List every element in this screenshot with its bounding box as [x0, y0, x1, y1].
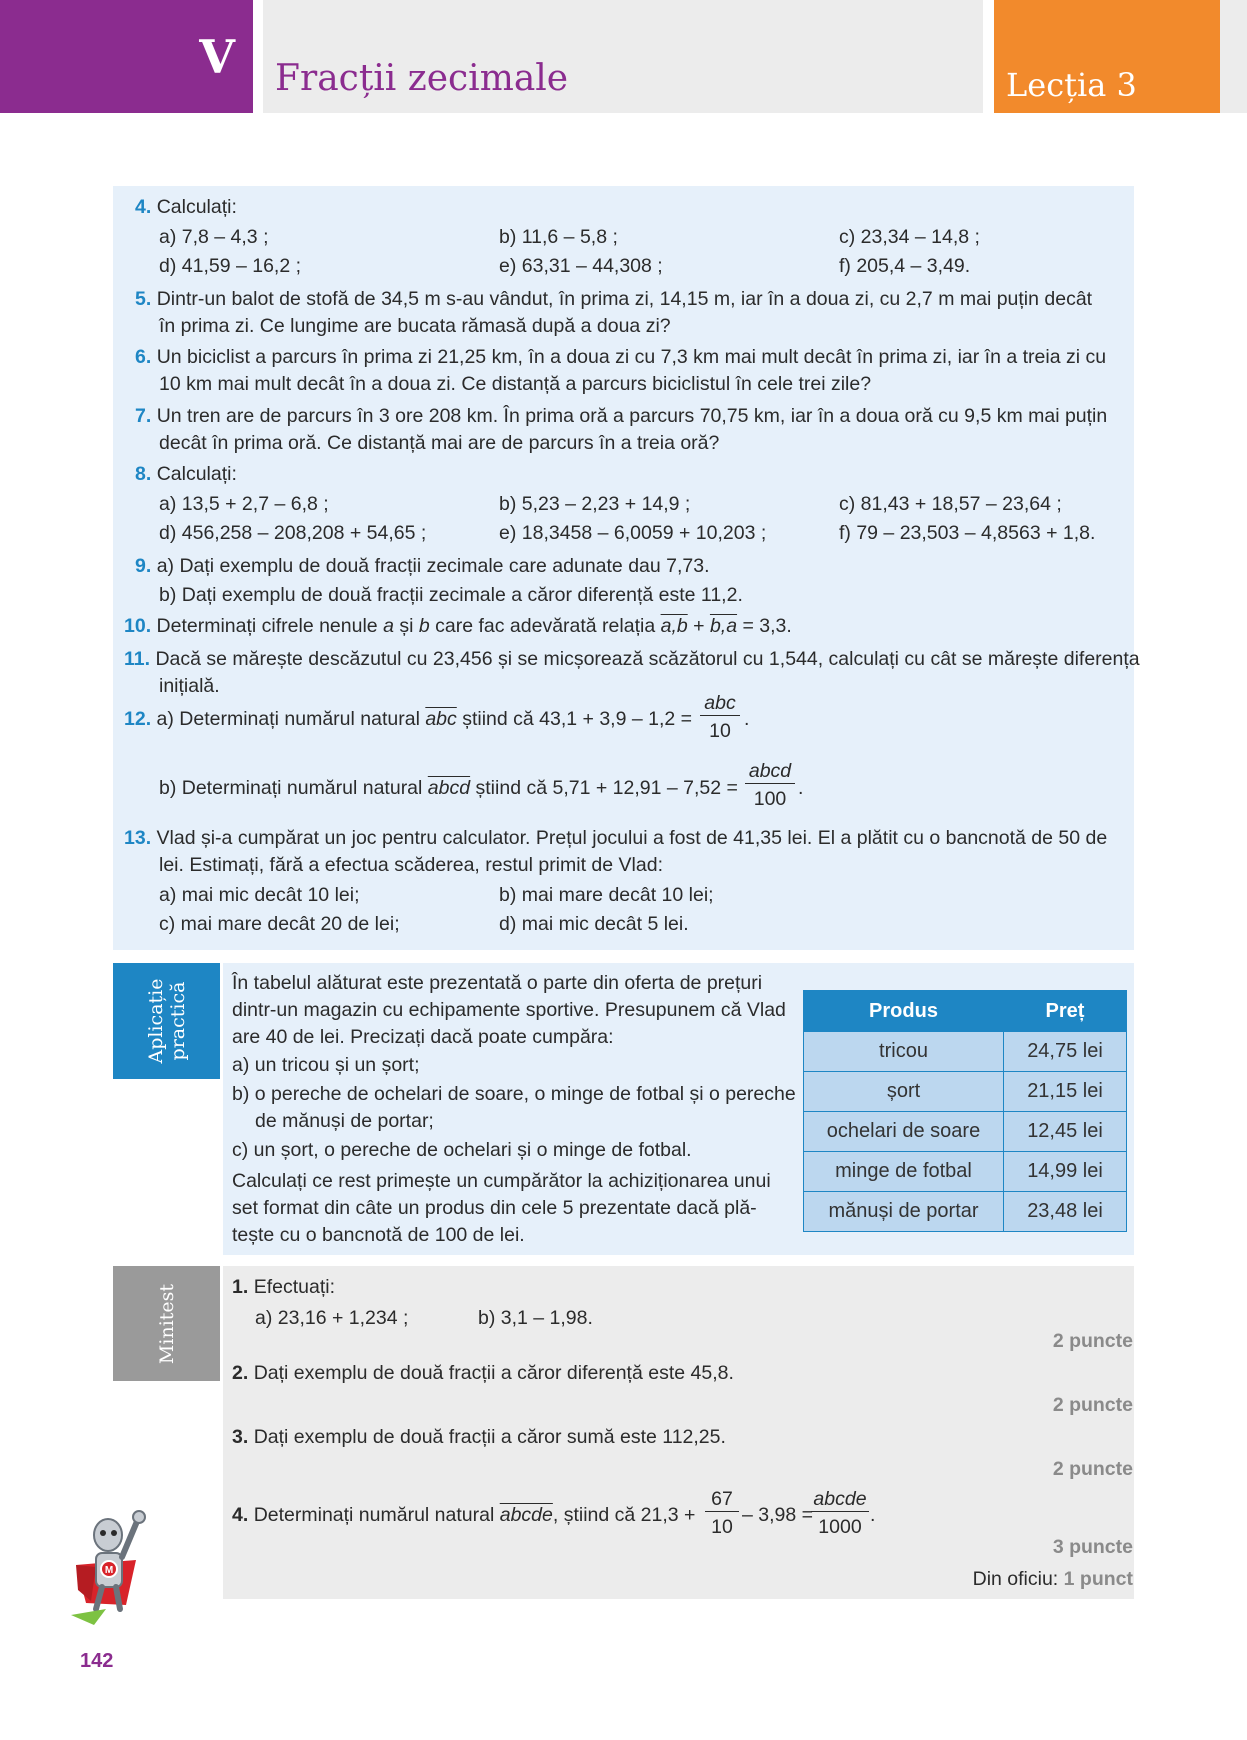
chapter-badge: [0, 0, 253, 113]
ap-p2: set format din câte un produs din cele 5 prezentate dacă plă-: [232, 1197, 757, 1219]
mt-q2-number: 2.: [232, 1362, 249, 1384]
table-row: [804, 1072, 1127, 1112]
ex7-number: 7.: [135, 405, 152, 427]
ex4-d: d) 41,59 – 16,2 ;: [159, 255, 302, 277]
mt-q4-expr2: – 3,98 =: [742, 1504, 814, 1526]
fraction-abcde-1000: [811, 1488, 869, 1539]
ex4-text: Calculați:: [156, 196, 237, 218]
header-end-strip: [1220, 0, 1247, 113]
practical-application-tab: [113, 963, 220, 1079]
mt-q4-points: 3 puncte: [1052, 1536, 1133, 1558]
ex10-text: Determinați cifrele nenule: [156, 615, 384, 637]
tab-line-2: practică: [166, 981, 189, 1061]
ex12-a-expr: știind că 43,1 + 3,9 – 1,2 =: [462, 708, 693, 730]
ex12-a: [124, 708, 692, 730]
oficiu-points: 1 punct: [1063, 1568, 1133, 1590]
mt-q3: [232, 1426, 726, 1448]
minitest-label: Minitest: [155, 1283, 178, 1364]
var-a: a: [383, 615, 394, 637]
mt-q3-points: 2 puncte: [1052, 1458, 1133, 1480]
fraction-numerator: abcde: [811, 1488, 869, 1512]
table-header-row: [804, 991, 1127, 1032]
ex12-b: [159, 777, 738, 799]
ex12-number: 12.: [124, 708, 152, 730]
ex8-title: [135, 463, 237, 485]
ex8-b: b) 5,23 – 2,23 + 14,9 ;: [499, 493, 691, 515]
chapter-title: Fracții zecimale: [275, 58, 569, 99]
product-cell: șort: [804, 1072, 1004, 1112]
ex8-c: c) 81,43 + 18,57 – 23,64 ;: [839, 493, 1062, 515]
ex10: [124, 615, 792, 637]
ex8-f: f) 79 – 23,503 – 4,8563 + 1,8.: [839, 522, 1096, 544]
table-row: [804, 1112, 1127, 1152]
overline-ba: b,a: [709, 615, 738, 637]
ex13-number: 13.: [124, 827, 152, 849]
lesson-label: Lecția 3: [1006, 66, 1137, 104]
ap-c: c) un șort, o pereche de ochelari și o minge de fotbal.: [232, 1139, 692, 1161]
fraction-67-10: [705, 1488, 739, 1539]
mt-q1: [232, 1276, 335, 1298]
ex4-number: 4.: [135, 196, 152, 218]
fraction-denominator: 1000: [818, 1516, 862, 1538]
page-number: 142: [80, 1650, 114, 1672]
ex6-number: 6.: [135, 346, 152, 368]
price-cell: 23,48 lei: [1004, 1192, 1127, 1232]
ex4-b: b) 11,6 – 5,8 ;: [499, 226, 618, 248]
ap-p3: tește cu o bancnotă de 100 de lei.: [232, 1224, 525, 1246]
ap-p1: Calculați ce rest primește un cumpărător la achiziționarea unui: [232, 1170, 771, 1192]
ex6-line2: 10 km mai mult decât în a doua zi. Ce distanță a parcurs biciclistul în cele trei zile?: [159, 373, 872, 395]
minitest-tab: [113, 1266, 220, 1381]
ex5-line1: [135, 288, 1092, 310]
ex4-f: f) 205,4 – 3,49.: [839, 255, 971, 277]
ex13-d: d) mai mic decât 5 lei.: [499, 913, 689, 935]
fraction-denominator: 10: [711, 1516, 733, 1538]
ex13-b: b) mai mare decât 10 lei;: [499, 884, 714, 906]
overline-ab: a,b: [660, 615, 688, 637]
ex10-number: 10.: [124, 615, 152, 637]
ex8-number: 8.: [135, 463, 152, 485]
tab-line-1: Aplicație: [144, 978, 167, 1064]
ex7-text: Un tren are de parcurs în 3 ore 208 km. În prima oră a parcurs 70,75 km, iar în a doua oră cu 9,5 km mai puțin: [156, 405, 1108, 427]
ex10-mid: care fac adevărată relația: [429, 615, 661, 637]
fraction-numerator: abcd: [745, 760, 795, 784]
ex7-line2: decât în prima oră. Ce distanță mai are de parcurs în a treia oră?: [159, 432, 720, 454]
ex10-plus: +: [687, 615, 710, 637]
fraction-numerator: 67: [705, 1488, 739, 1512]
ex4-e: e) 63,31 – 44,308 ;: [499, 255, 663, 277]
ex8-e: e) 18,3458 – 6,0059 + 10,203 ;: [499, 522, 767, 544]
ex5-line2: în prima zi. Ce lungime are bucata rămasă după a doua zi?: [159, 315, 671, 337]
ex11-line1: [124, 648, 1140, 670]
product-cell: tricou: [804, 1032, 1004, 1072]
ex7-line1: [135, 405, 1107, 427]
mt-q1a: a) 23,16 + 1,234 ;: [255, 1307, 409, 1329]
mascot-icon: [66, 1505, 156, 1625]
fraction-abcd-100: [745, 760, 795, 811]
price-cell: 12,45 lei: [1004, 1112, 1127, 1152]
mt-q1-text: Efectuați:: [253, 1276, 335, 1298]
mt-q1b: b) 3,1 – 1,98.: [478, 1307, 593, 1329]
ex8-text: Calculați:: [156, 463, 237, 485]
fraction-abc-10: [700, 692, 740, 743]
ex5-number: 5.: [135, 288, 152, 310]
fraction-denominator: 100: [753, 788, 787, 810]
price-cell: 21,15 lei: [1004, 1072, 1127, 1112]
mt-q2-points: 2 puncte: [1052, 1394, 1133, 1416]
ex12-a-text: a) Determinați numărul natural: [156, 708, 426, 730]
mt-q1-points: 2 puncte: [1052, 1330, 1133, 1352]
ex4-a: a) 7,8 – 4,3 ;: [159, 226, 269, 248]
chapter-title-bar: [263, 0, 983, 113]
overline-abc: $\overline{abc}$: [425, 708, 457, 730]
mt-q4-expr: , știind că 21,3 +: [552, 1504, 696, 1526]
mt-q2-text: Dați exemplu de două fracții a căror diferență este 45,8.: [253, 1362, 734, 1384]
ex11-number: 11.: [124, 648, 151, 670]
overline-abcd: abcd: [427, 777, 471, 799]
chapter-number: V: [199, 29, 235, 84]
practical-application-label: [145, 979, 189, 1064]
ex9-a: [135, 555, 710, 577]
mt-q4-text: Determinați numărul natural: [253, 1504, 500, 1526]
mt-q1-number: 1.: [232, 1276, 249, 1298]
overline-abcde: abcde: [499, 1504, 553, 1526]
ex13-line2: lei. Estimați, fără a efectua scăderea, restul primit de Vlad:: [159, 854, 663, 876]
ex4-c: c) 23,34 – 14,8 ;: [839, 226, 980, 248]
ex13-c: c) mai mare decât 20 de lei;: [159, 913, 400, 935]
price-cell: 14,99 lei: [1004, 1152, 1127, 1192]
product-cell: ochelari de soare: [804, 1112, 1004, 1152]
table-row: [804, 1192, 1127, 1232]
ex9-b: b) Dați exemplu de două fracții zecimale a căror diferență este 11,2.: [159, 584, 743, 606]
ex8-d: d) 456,258 – 208,208 + 54,65 ;: [159, 522, 427, 544]
table-row: [804, 1032, 1127, 1072]
ex10-post: = 3,3.: [737, 615, 792, 637]
fraction-denominator: 10: [709, 720, 731, 742]
mt-q3-number: 3.: [232, 1426, 249, 1448]
ex13-line1: [124, 827, 1107, 849]
ex10-and: și: [393, 615, 419, 637]
ex11-text: Dacă se mărește descăzutul cu 23,456 și se micșorează scăzătorul cu 1,544, calculați cu cât se mărește diferența: [155, 648, 1140, 670]
price-cell: 24,75 lei: [1004, 1032, 1127, 1072]
svg-text:M: M: [104, 1565, 114, 1576]
ap-b2: de mănuși de portar;: [255, 1110, 434, 1132]
price-table: [803, 990, 1127, 1232]
var-b: b: [418, 615, 430, 637]
mt-q2: [232, 1362, 734, 1384]
ap-line2: dintr-un magazin cu echipamente sportive. Presupunem că Vlad: [232, 999, 786, 1021]
ex6-line1: [135, 346, 1106, 368]
ex12-b-end: .: [798, 777, 804, 799]
ex6-text: Un biciclist a parcurs în prima zi 21,25 km, în a doua zi cu 7,3 km mai mult decât în prima zi, iar în a treia zi cu: [156, 346, 1107, 368]
ex12-a-end: .: [744, 708, 750, 730]
oficiu-label: Din oficiu:: [972, 1568, 1064, 1590]
ex4-title: [135, 196, 237, 218]
lesson-badge: [994, 0, 1220, 113]
column-header-price: Preț: [1004, 991, 1127, 1032]
ex9-number: 9.: [135, 555, 152, 577]
ex12-b-expr: știind că 5,71 + 12,91 – 7,52 =: [475, 777, 738, 799]
ex12-b-text: b) Determinați numărul natural: [159, 777, 428, 799]
mt-q4-number: 4.: [232, 1504, 249, 1526]
ex8-a: a) 13,5 + 2,7 – 6,8 ;: [159, 493, 329, 515]
column-header-product: Produs: [804, 991, 1004, 1032]
ap-line3: are 40 de lei. Precizați dacă poate cumpăra:: [232, 1026, 614, 1048]
product-cell: minge de fotbal: [804, 1152, 1004, 1192]
ex11-line2: inițială.: [159, 675, 220, 697]
mt-oficiu: [973, 1568, 1133, 1591]
product-cell: mănuși de portar: [804, 1192, 1004, 1232]
table-row: [804, 1152, 1127, 1192]
ex9-a-text: a) Dați exemplu de două fracții zecimale care adunate dau 7,73.: [156, 555, 710, 577]
mt-q4-end: .: [870, 1504, 876, 1526]
ex13-a: a) mai mic decât 10 lei;: [159, 884, 360, 906]
fraction-numerator: abc: [700, 692, 740, 716]
mt-q4: [232, 1504, 695, 1526]
mt-q3-text: Dați exemplu de două fracții a căror sumă este 112,25.: [253, 1426, 726, 1448]
ap-b1: b) o pereche de ochelari de soare, o minge de fotbal și o pereche: [232, 1083, 796, 1105]
ap-line1: În tabelul alăturat este prezentată o parte din oferta de prețuri: [232, 972, 763, 994]
ex5-text: Dintr-un balot de stofă de 34,5 m s-au vândut, în prima zi, 14,15 m, iar în a doua zi, cu 2,7 m mai puțin decât: [156, 288, 1093, 310]
ap-a: a) un tricou și un șort;: [232, 1054, 420, 1076]
ex13-text: Vlad și-a cumpărat un joc pentru calculator. Prețul jocului a fost de 41,35 lei. El a plătit cu o bancnotă de 50 de: [156, 827, 1108, 849]
